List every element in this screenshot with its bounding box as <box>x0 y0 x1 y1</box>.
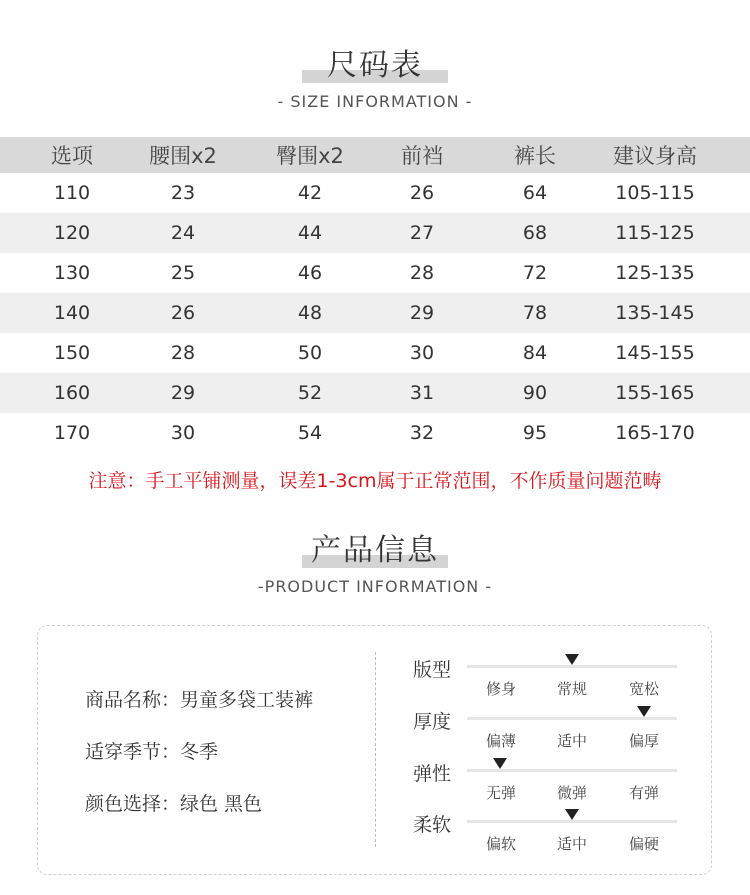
size-table <box>0 137 750 453</box>
table-cell: 165-170 <box>615 422 695 444</box>
table-cell: 110 <box>53 182 91 204</box>
size-chart-title-text: 尺码表 <box>327 48 423 83</box>
table-header-cell: 裤长 <box>514 144 556 168</box>
info-product-name <box>85 685 313 712</box>
table-header-cell: 腰围x2 <box>149 144 217 168</box>
measurement-note: 注意：手工平铺测量，误差1-3cm属于正常范围，不作质量问题范畴 <box>88 470 662 492</box>
table-header-cell: 臀围x2 <box>276 144 344 168</box>
table-header-row <box>0 137 750 173</box>
info-label: 商品名称： <box>85 689 181 711</box>
table-cell: 120 <box>53 222 91 244</box>
selected-marker-icon <box>637 706 651 717</box>
table-cell: 31 <box>409 382 435 404</box>
attribute-option: 微弹 <box>556 784 587 802</box>
attribute-option: 宽松 <box>628 680 659 698</box>
attribute-name: 版型 <box>413 659 452 681</box>
table-cell: 68 <box>522 222 548 244</box>
table-cell: 42 <box>297 182 323 204</box>
table-cell: 72 <box>522 262 548 284</box>
table-cell: 28 <box>170 342 196 364</box>
info-colors <box>85 789 262 816</box>
table-cell: 50 <box>297 342 323 364</box>
table-cell: 30 <box>409 342 435 364</box>
table-cell: 24 <box>170 222 196 244</box>
table-row <box>0 173 750 213</box>
table-cell: 115-125 <box>615 222 695 244</box>
table-cell: 130 <box>53 262 91 284</box>
attribute-option: 适中 <box>556 732 587 750</box>
attribute-option: 修身 <box>485 680 516 698</box>
table-cell: 26 <box>409 182 435 204</box>
table-cell: 23 <box>170 182 196 204</box>
table-cell: 27 <box>409 222 435 244</box>
table-cell: 125-135 <box>615 262 695 284</box>
table-row <box>0 253 750 293</box>
attribute-option: 适中 <box>556 835 587 853</box>
table-cell: 29 <box>170 382 196 404</box>
info-value: 绿色 黑色 <box>180 793 263 815</box>
table-header-cell: 前裆 <box>401 144 443 168</box>
table-row <box>0 413 750 453</box>
info-value: 男童多袋工装裤 <box>180 689 314 711</box>
selected-marker-icon <box>493 758 507 769</box>
table-header-cell: 建议身高 <box>613 144 697 168</box>
attribute-scale-line <box>467 665 677 668</box>
info-value: 冬季 <box>180 741 219 763</box>
product-info-subtitle: -PRODUCT INFORMATION - <box>257 577 493 596</box>
table-cell: 54 <box>297 422 323 444</box>
attribute-option: 有弹 <box>628 784 659 802</box>
table-cell: 30 <box>170 422 196 444</box>
table-cell: 170 <box>53 422 91 444</box>
attribute-scale-line <box>467 717 677 720</box>
table-cell: 64 <box>522 182 548 204</box>
table-cell: 26 <box>170 302 196 324</box>
info-season <box>85 737 218 764</box>
table-cell: 46 <box>297 262 323 284</box>
attribute-option: 常规 <box>556 680 587 698</box>
info-label: 适穿季节： <box>85 741 181 763</box>
table-cell: 140 <box>53 302 91 324</box>
table-cell: 90 <box>522 382 548 404</box>
attribute-option: 偏厚 <box>628 732 659 750</box>
info-label: 颜色选择： <box>85 793 181 815</box>
attribute-option: 偏软 <box>485 835 516 853</box>
attribute-name: 厚度 <box>413 711 452 733</box>
attribute-name: 柔软 <box>413 814 452 836</box>
table-cell: 44 <box>297 222 323 244</box>
table-cell: 29 <box>409 302 435 324</box>
table-cell: 52 <box>297 382 323 404</box>
size-chart-subtitle: - SIZE INFORMATION - <box>277 92 473 111</box>
product-info-title <box>0 533 750 569</box>
table-row <box>0 373 750 413</box>
table-cell: 155-165 <box>615 382 695 404</box>
size-chart-title <box>0 48 750 84</box>
table-cell: 28 <box>409 262 435 284</box>
attribute-option: 无弹 <box>485 784 516 802</box>
table-cell: 32 <box>409 422 435 444</box>
table-cell: 135-145 <box>615 302 695 324</box>
table-cell: 150 <box>53 342 91 364</box>
table-cell: 78 <box>522 302 548 324</box>
table-cell: 95 <box>522 422 548 444</box>
table-cell: 160 <box>53 382 91 404</box>
table-header-cell: 选项 <box>51 144 93 168</box>
attribute-name: 弹性 <box>413 763 452 785</box>
table-row <box>0 293 750 333</box>
table-cell: 48 <box>297 302 323 324</box>
table-row <box>0 333 750 373</box>
selected-marker-icon <box>565 809 579 820</box>
attribute-scale-line <box>467 820 677 823</box>
attribute-option: 偏薄 <box>485 732 516 750</box>
attribute-scale-line <box>467 769 677 772</box>
product-info-title-text: 产品信息 <box>311 533 439 568</box>
table-row <box>0 213 750 253</box>
attribute-option: 偏硬 <box>628 835 659 853</box>
table-cell: 84 <box>522 342 548 364</box>
vertical-divider <box>375 652 376 847</box>
table-cell: 145-155 <box>615 342 695 364</box>
selected-marker-icon <box>565 654 579 665</box>
table-cell: 25 <box>170 262 196 284</box>
table-cell: 105-115 <box>615 182 695 204</box>
